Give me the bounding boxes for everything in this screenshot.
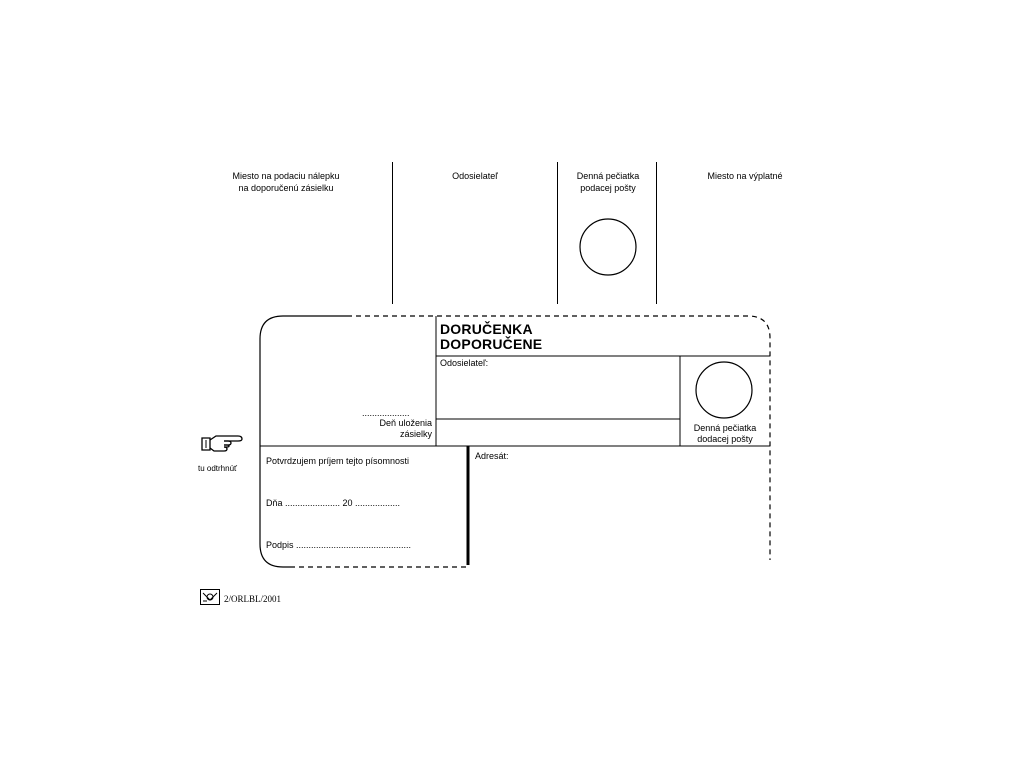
sticker-place-line2: na doporučenú zásielku (238, 183, 334, 193)
storage-day-dots: ................... (362, 408, 410, 418)
card-title-line2: DOPORUČENE (440, 336, 543, 352)
card-title (440, 322, 542, 352)
card-sender-label: Odosielateľ: (440, 358, 489, 368)
card-stamp-line1: Denná pečiatka (693, 423, 757, 433)
postage-place-label: Miesto na výplatné (707, 171, 783, 181)
date-line: Dňa ...................... 20 .................. (266, 498, 401, 508)
card-stamp-circle (696, 362, 752, 418)
pointing-hand-icon (200, 432, 244, 456)
top-stamp-line2: podacej pošty (580, 183, 636, 193)
storage-day-line2: zásielky (399, 429, 432, 439)
storage-day-label (346, 418, 432, 440)
top-sender-label: Odosielateľ (452, 171, 498, 181)
top-stamp-line1: Denná pečiatka (576, 171, 640, 181)
postal-horn-logo-icon (200, 589, 220, 605)
tear-label: tu odtrhnúť (198, 464, 238, 473)
top-stamp-circle (580, 219, 636, 275)
card-stamp-line2: dodacej pošty (697, 434, 753, 444)
card-stamp-label (682, 423, 768, 445)
confirm-text: Potvrdzujem príjem tejto písomnosti (266, 456, 410, 466)
addressee-label: Adresát: (475, 451, 509, 461)
sticker-place-line1: Miesto na podaciu nálepku (232, 171, 340, 181)
storage-day-line1: Deň uloženia (379, 418, 432, 428)
form-code: 2/ORLBL/2001 (224, 594, 282, 604)
signature-line: Podpis .............................................. (266, 540, 412, 550)
card-title-line1: DORUČENKA (440, 321, 533, 337)
